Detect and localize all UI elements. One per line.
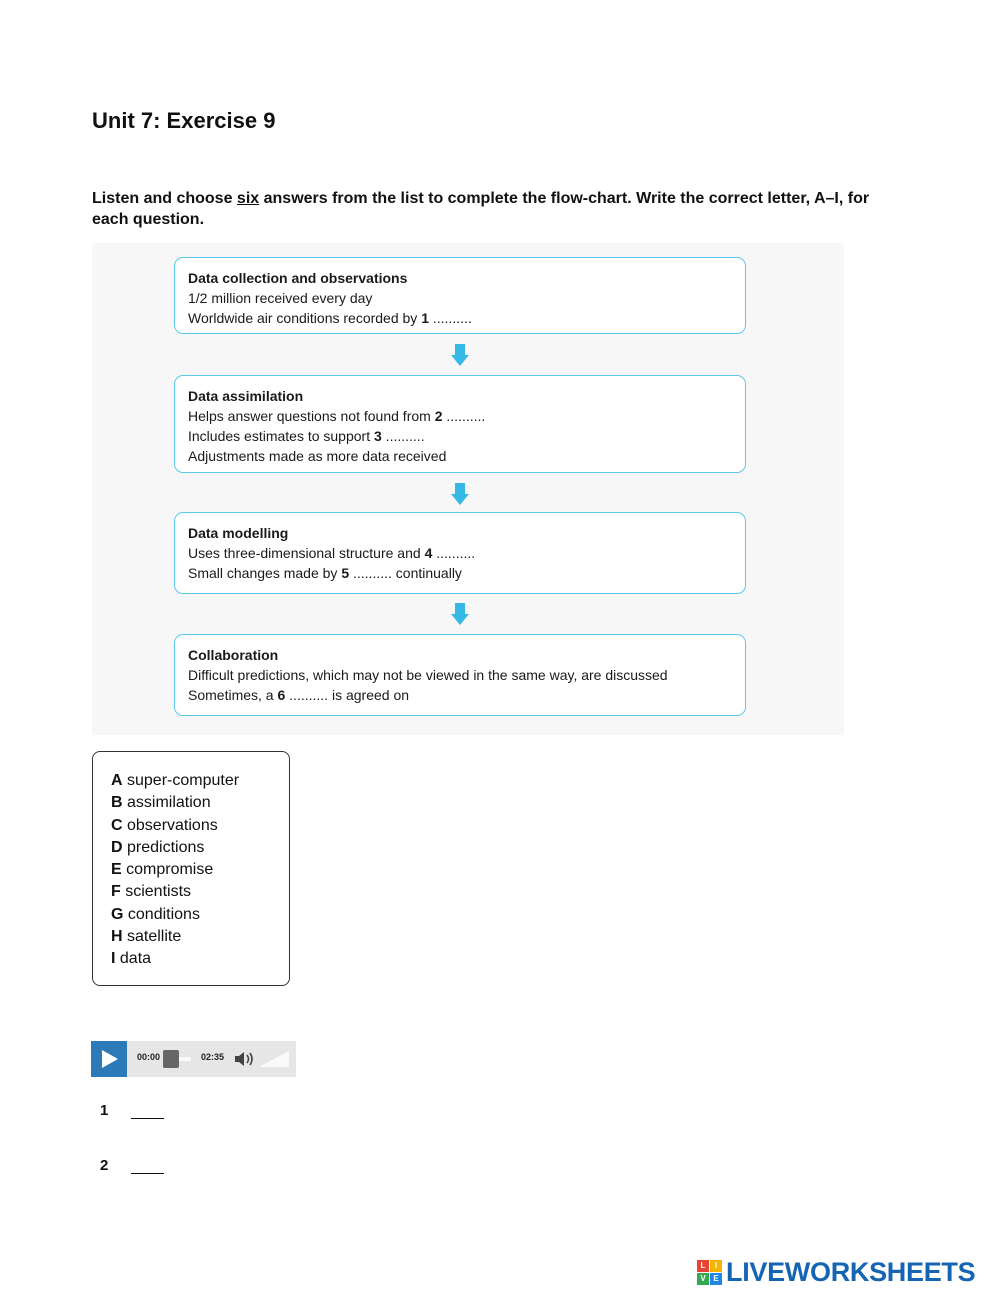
down-arrow-icon	[451, 483, 469, 505]
instructions	[92, 188, 902, 230]
page-title: Unit 7: Exercise 9	[92, 108, 276, 133]
flowchart-line: Adjustments made as more data received	[188, 448, 447, 464]
flowchart-line: Includes estimates to support 3 ..........	[188, 428, 425, 444]
list-item: B assimilation	[111, 794, 211, 812]
list-item: I data	[111, 950, 152, 968]
answer-number: 2	[100, 1157, 109, 1174]
brand-name: LIVEWORKSHEETS	[726, 1256, 976, 1287]
seek-handle[interactable]	[163, 1050, 179, 1068]
gap-number-2: 2	[434, 408, 443, 424]
instructions-text-rest: answers from the list to complete the flow-chart. Write the correct letter, A–I, for each question.	[92, 190, 870, 228]
flowchart-line: Sometimes, a 6 .......... is agreed on	[188, 687, 410, 703]
list-item: A super-computer	[111, 772, 240, 789]
answer-row-2	[100, 1157, 164, 1174]
down-arrow-icon	[451, 344, 469, 366]
answer-row-1	[100, 1102, 164, 1119]
options-list	[92, 751, 290, 986]
flowchart-box-heading: Data collection and observations	[188, 270, 408, 286]
brand-logo	[697, 1256, 975, 1288]
flowchart-line: Difficult predictions, which may not be viewed in the same way, are discussed	[188, 667, 668, 683]
list-item: C observations	[111, 816, 218, 834]
speaker-icon[interactable]	[233, 1050, 257, 1068]
flowchart-line: Worldwide air conditions recorded by 1 ..........	[188, 310, 472, 326]
flowchart-box-heading: Collaboration	[188, 647, 279, 663]
list-item: G conditions	[111, 905, 200, 923]
flowchart-box-data-assimilation	[174, 375, 746, 473]
flowchart-box-heading: Data modelling	[188, 525, 289, 541]
gap-number-1: 1	[421, 310, 429, 326]
logo-cubes-icon: L I V E	[697, 1260, 722, 1285]
flowchart-box-collaboration	[174, 634, 746, 716]
duration: 02:35	[201, 1052, 225, 1062]
current-time: 00:00	[137, 1052, 161, 1062]
answer-number: 1	[100, 1102, 109, 1119]
gap-number-3: 3	[374, 428, 382, 444]
instructions-emphasis: six	[236, 190, 260, 207]
flowchart-box-data-modelling	[174, 512, 746, 594]
flowchart-box-data-collection	[174, 257, 746, 334]
list-item: E compromise	[111, 861, 214, 879]
down-arrow-icon	[451, 603, 469, 625]
answer-input-1[interactable]	[131, 1102, 164, 1119]
flowchart-box-heading: Data assimilation	[188, 388, 304, 404]
gap-number-6: 6	[277, 687, 286, 703]
answer-input-2[interactable]	[131, 1157, 164, 1174]
flowchart-line: Helps answer questions not found from 2 ..........	[188, 408, 486, 424]
flowchart-line: Uses three-dimensional structure and 4 ..........	[188, 545, 476, 561]
volume-slider[interactable]	[259, 1051, 289, 1067]
list-item: H satellite	[111, 928, 182, 946]
flowchart-line: Small changes made by 5 .......... continually	[188, 565, 462, 581]
instructions-text: Listen and choose	[92, 190, 237, 207]
gap-number-5: 5	[341, 565, 350, 581]
flowchart-line: 1/2 million received every day	[188, 290, 373, 306]
gap-number-4: 4	[424, 545, 433, 561]
audio-player	[91, 1041, 296, 1077]
play-icon	[91, 1041, 127, 1077]
play-button[interactable]	[91, 1041, 127, 1077]
list-item: D predictions	[111, 838, 205, 856]
list-item: F scientists	[111, 883, 192, 901]
